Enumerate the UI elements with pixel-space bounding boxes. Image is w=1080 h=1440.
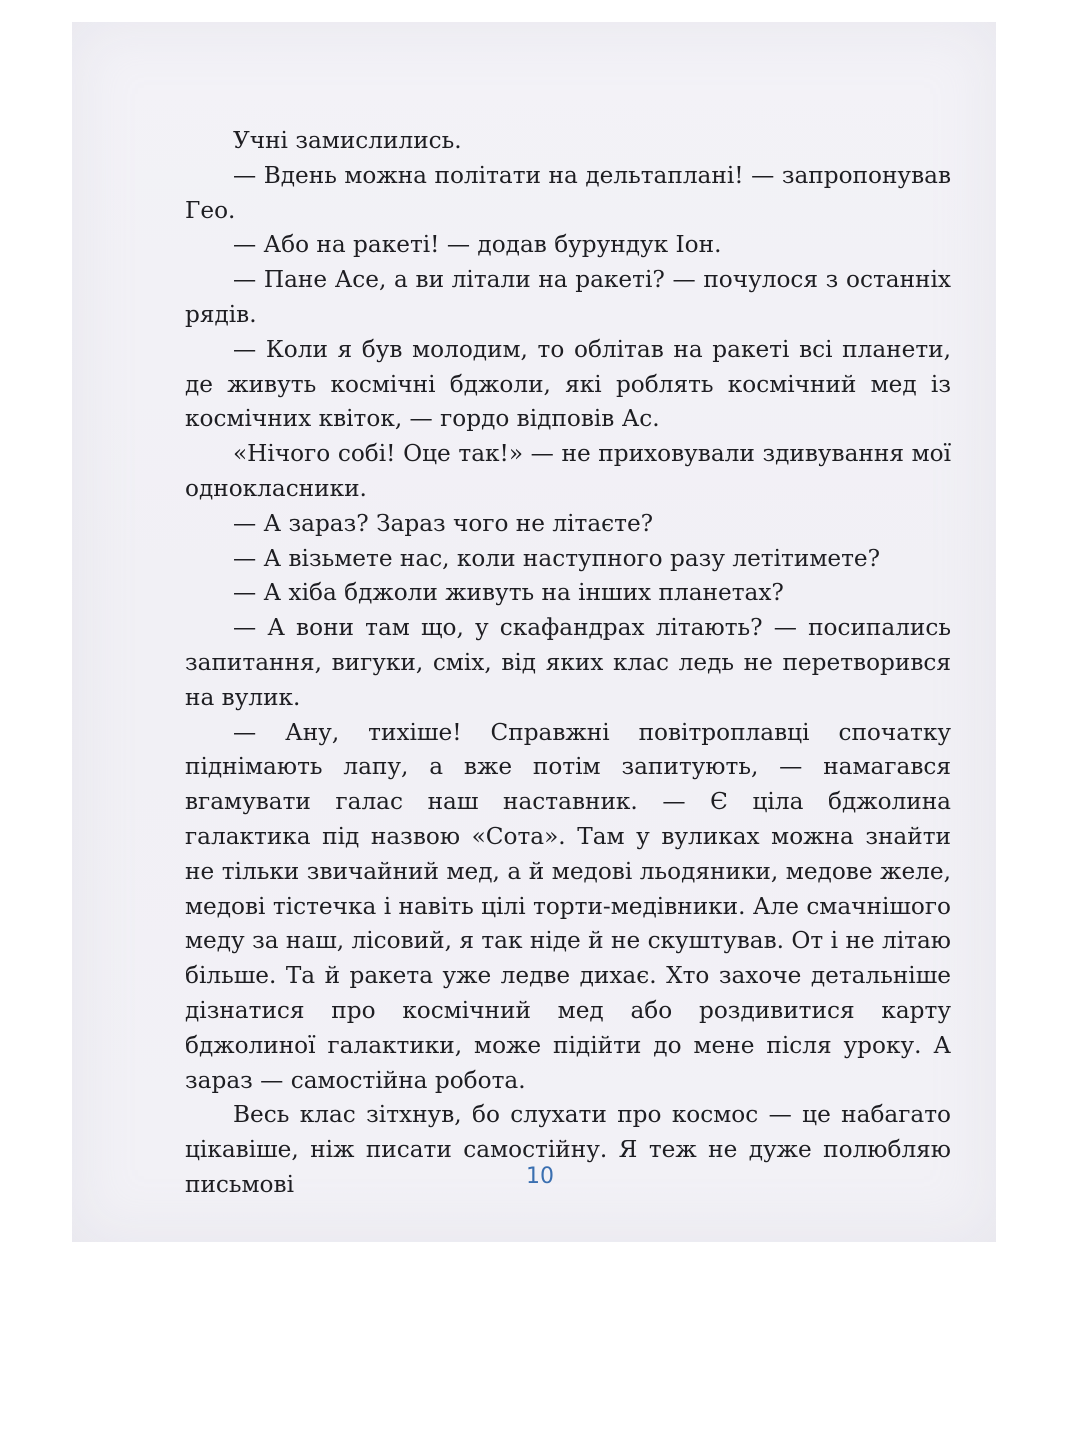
paragraph: — А хіба бджоли живуть на інших планетах? (233, 579, 784, 607)
paragraph: — А візьмете нас, коли наступного разу летітимете? (233, 544, 881, 572)
page-number: 10 (526, 1164, 554, 1189)
paragraph: «Нічого собі! Оце так!» — не приховували здивування мої однокласники. (185, 440, 951, 502)
paragraph: Учні замислились. (233, 127, 462, 154)
paragraph: Весь клас зітхнув, бо слухати про космос — це набагато цікавіше, ніж писати самостійну. Я теж не дуже полюбляю письмові (185, 1101, 951, 1198)
paragraph: — Пане Асе, а ви літали на ракеті? — почулося з останніх рядів. (185, 266, 951, 328)
paragraph: — Вдень можна політати на дельтаплані! — запропонував Гео. (185, 161, 951, 224)
paragraph: — А вони там що, у скафандрах літають? — посипались запитання, вигуки, сміх, від яких клас ледь не перетворився на вулик. (185, 614, 951, 711)
body-text (185, 124, 951, 1203)
paragraph: — Ану, тихіше! Справжні повітроплавці спочатку піднімають лапу, а вже потім запитують, — намагався вгамувати галас наш наставник. — Є ціла бджолина галактика під назвою «Сота». Там у вуликах можна знайти не тільки звичайний мед, а й медові льодяники, медове желе, медові тістечка і навіть цілі торти-медівники. Але смачнішого меду за наш, лісовий, я так ніде й не скуштував. От і не літаю більше. Та й ракета уже ледве дихає. Хто захоче детальніше дізнатися про космічний мед або роздивитися карту бджолиної галактики, може підійти до мене після уроку. А зараз — самостійна робота. (185, 718, 951, 1094)
paragraph: — А зараз? Зараз чого не літаєте? (233, 509, 654, 537)
paragraph: — Або на ракеті! — додав бурундук Іон. (233, 231, 722, 259)
paragraph: — Коли я був молодим, то облітав на ракеті всі планети, де живуть космічні бджоли, які роблять космічний мед із космічних квіток, — гордо відповів Ас. (185, 335, 951, 433)
